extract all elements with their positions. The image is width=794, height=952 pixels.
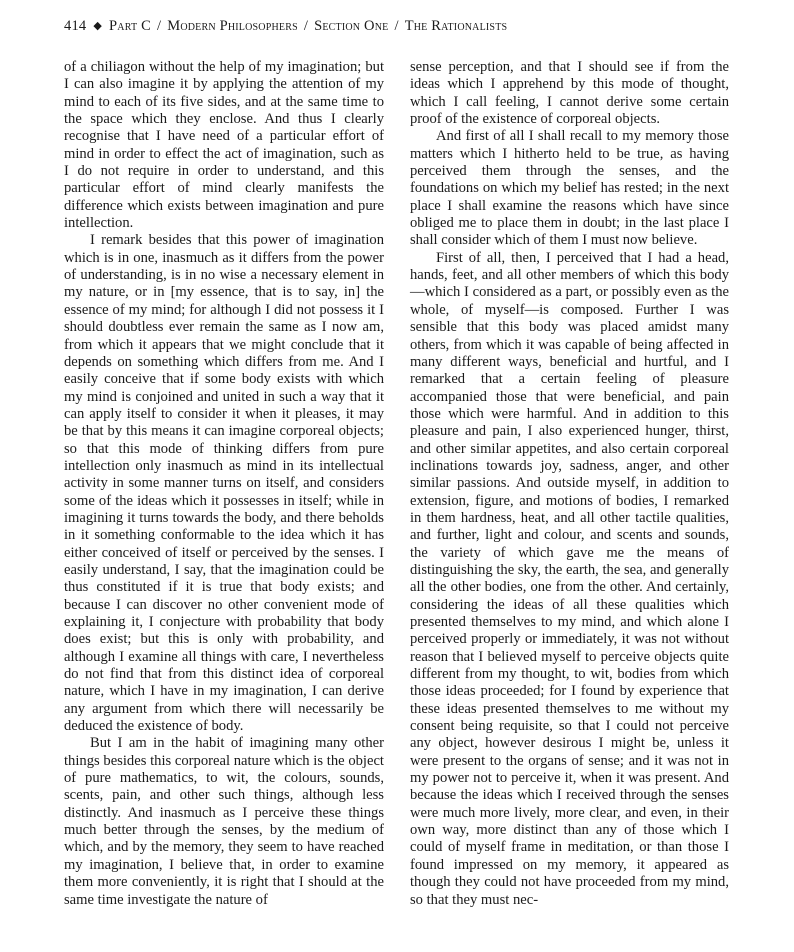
section-title: Modern Philosophers (167, 18, 298, 34)
separator: / (157, 18, 162, 34)
left-column (64, 59, 384, 909)
paragraph: And first of all I shall recall to my memory those matters which I hitherto held to be true, as having perceived them through the senses, and the foundations on which my belief has rested; in the next place I shall examine the reasons which have since obliged me to place them in doubt; in the last place I shall consider which of them I must now believe. (410, 128, 729, 249)
separator: / (303, 18, 309, 34)
part-label: Part C (109, 18, 151, 34)
separator: / (394, 18, 399, 34)
chapter-title: The Rationalists (404, 18, 508, 34)
paragraph: But I am in the habit of imagining many other things besides this corporeal nature which is the object of pure mathematics, to wit, the colours, sounds, scents, pain, and other such things, although less distinctly. And inasmuch as I perceive these things much better through the senses, by the medium of which, and by the memory, they seem to have reached my imagination, I believe that, in order to examine them more conveniently, it is right that I should at the same time investigate the nature of (64, 735, 384, 908)
diamond-ornament-icon: ◆ (93, 20, 103, 32)
section-label: Section One (314, 18, 389, 34)
page-number: 414 (64, 18, 87, 34)
paragraph: sense perception, and that I should see if from the ideas which I apprehend by this mode of thought, which I call feeling, I cannot derive some certain proof of the existence of corporeal objects. (410, 59, 729, 128)
right-column (410, 59, 729, 909)
paragraph: of a chiliagon without the help of my imagination; but I can also imagine it by applying the attention of my mind to each of its five sides, and at the same time to the space which they enclose. And thus I clearly recognise that I have need of a particular effort of mind in order to effect the act of imagination, such as I do not require in order to understand, and this particular effort of mind clearly manifests the difference which exists between imagination and pure intellection. (64, 59, 384, 232)
paragraph: I remark besides that this power of imagination which is in one, inasmuch as it differs from the power of understanding, is in no wise a necessary element in my nature, or in [my essence, that is to say, in] the essence of my mind; for although I did not possess it I should doubtless ever remain the same as I now am, from which it appears that we might conclude that it depends on something which differs from me. And I easily conceive that if some body exists with which my mind is conjoined and united in such a way that it can apply itself to consider it when it pleases, it may be that by this means it can imagine corporeal objects; so that this mode of thinking differs from pure intellection only inasmuch as mind in its intellectual activity in some manner turns on itself, and considers some of the ideas which it possesses in itself; while in imagining it turns towards the body, and there beholds in it something conformable to the idea which it has either conceived of itself or perceived by the senses. I easily understand, I say, that the imagination could be thus constituted if it is true that body exists; and because I can discover no other convenient mode of explaining it, I conjecture with probability that body does exist; but this is only with probability, and although I examine all things with care, I nevertheless do not find that from this distinct idea of corporeal nature, which I have in my imagination, I can derive any argument from which there will necessarily be deduced the existence of body. (64, 232, 384, 735)
paragraph: First of all, then, I perceived that I had a head, hands, feet, and all other members of which this body—which I considered as a part, or possibly even as the whole, of myself—is composed. Further I was sensible that this body was placed amidst many others, from which it was capable of being affected in many different ways, beneficial and hurtful, and I remarked that a certain feeling of pleasure accompanied those that were beneficial, and pain those which were harmful. And in addition to this pleasure and pain, I also experienced hunger, thirst, and other similar appetites, and also certain corporeal inclinations towards joy, sadness, anger, and other similar passions. And outside myself, in addition to extension, figure, and motions of bodies, I remarked in them hardness, heat, and all other tactile qualities, and further, light and colour, and scents and sounds, the variety of which gave me the means of distinguishing the sky, the earth, the sea, and generally all the other bodies, one from the other. And certainly, considering the ideas of all these qualities which presented themselves to my mind, and which alone I perceived properly or immediately, it was not without reason that I believed myself to perceive objects quite different from my thought, to wit, bodies from which those ideas proceeded; for I found by experience that these ideas presented themselves to me without my consent being requisite, so that I could not perceive any object, however desirous I might be, unless it were present to the organs of sense; and it was not in my power not to perceive it, when it was present. And because the ideas which I received through the senses were much more lively, more clear, and even, in their own way, more distinct than any of those which I could of myself frame in meditation, or than those I found impressed on my memory, it appeared as though they could not have proceeded from my mind, so that they must nec- (410, 249, 729, 908)
running-head (64, 18, 507, 35)
